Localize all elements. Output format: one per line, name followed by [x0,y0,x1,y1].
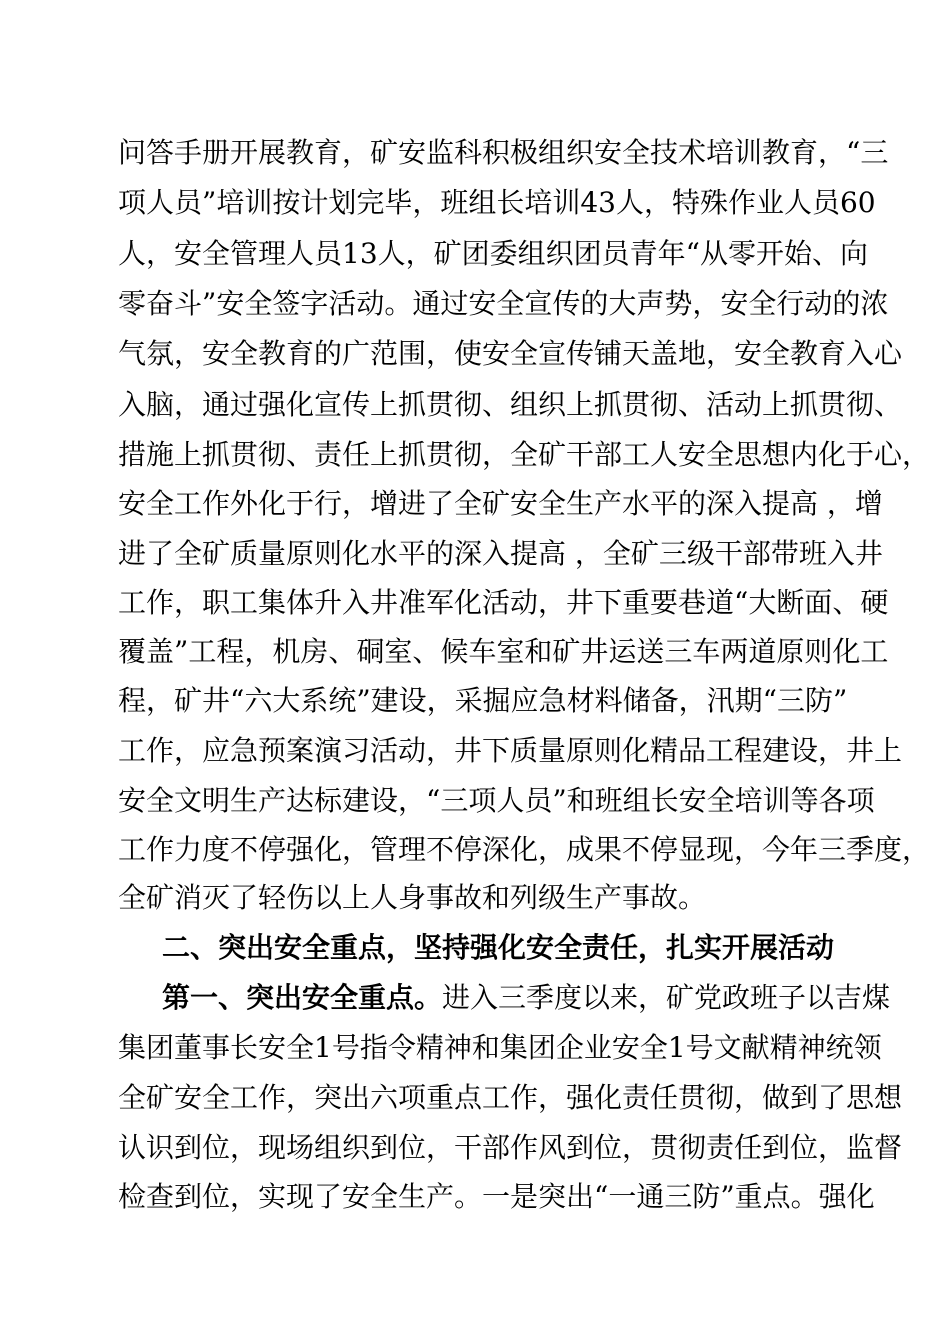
body-line: 零奋斗”安全签字活动。通过安全宣传的大声势，安全行动的浓 [118,287,889,320]
body-line: 程，矿井“六大系统”建设，采掘应急材料储备，汛期“三防” [118,684,848,717]
body-line: 安全文明生产达标建设，“三项人员”和班组长安全培训等各项 [118,784,875,817]
lead-rest-text: 进入三季度以来，矿党政班子以吉煤 [442,981,891,1014]
body-line: 工作，应急预案演习活动，井下质量原则化精品工程建设，井上 [118,734,903,767]
body-line: 项人员”培训按计划完毕，班组长培训43人，特殊作业人员60 [118,186,876,219]
body-line: 覆盖”工程，机房、硐室、候车室和矿井运送三车两道原则化工 [118,635,889,668]
body-line: 工作，职工集体升入井准军化活动，井下重要巷道“大断面、硬 [118,586,889,619]
section-first-line [162,981,890,1015]
body-line: 全矿消灭了轻伤以上人身事故和列级生产事故。 [118,881,707,914]
body-line: 集团董事长安全1号指令精神和集团企业安全1号文献精神统领 [118,1031,882,1064]
body-line: 人，安全管理人员13人，矿团委组织团员青年“从零开始、向 [118,237,868,270]
body-line: 全矿安全工作，突出六项重点工作，强化责任贯彻，做到了思想 [118,1081,903,1114]
body-line: 气氛，安全教育的广范围，使安全宣传铺天盖地，安全教育入心 [118,337,903,370]
body-line: 问答手册开展教育，矿安监科积极组织安全技术培训教育，“三 [118,136,889,169]
body-line: 进了全矿质量原则化水平的深入提高 ，全矿三级干部带班入井 [118,537,883,570]
body-line: 检查到位，实现了安全生产。一是突出“一通三防”重点。强化 [118,1180,875,1213]
body-line: 安全工作外化于行，增进了全矿安全生产水平的深入提高 ，增 [118,487,883,520]
body-line: 认识到位，现场组织到位，干部作风到位，贯彻责任到位，监督 [118,1131,903,1164]
section-heading: 二、突出安全重点，坚持强化安全责任，扎实开展活动 [162,931,835,964]
lead-bold-text: 第一、突出安全重点。 [162,981,443,1014]
body-line: 工作力度不停强化，管理不停深化，成果不停显现，今年三季度， [118,833,931,866]
body-line: 入脑，通过强化宣传上抓贯彻、组织上抓贯彻、活动上抓贯彻、 [118,388,903,421]
body-line: 措施上抓贯彻、责任上抓贯彻，全矿干部工人安全思想内化于心， [118,438,931,471]
